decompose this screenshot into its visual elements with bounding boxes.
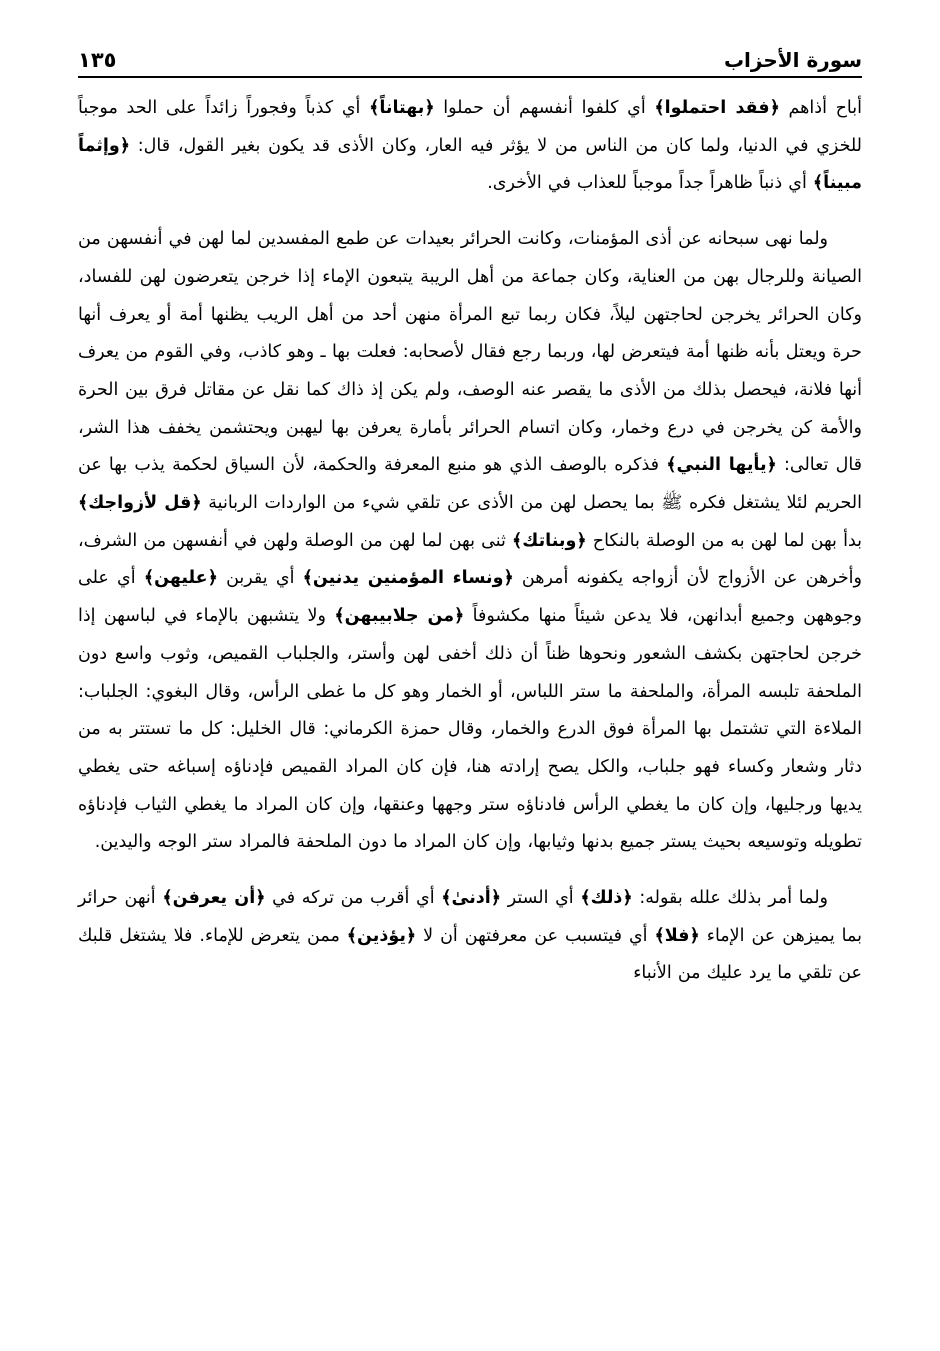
text-run: ثنى بهن لما لهن من الوصلة ولهن في أنفسهن من الشرف، وأخرهن عن الأزواج لأن أزواجه يكفونه أمرهن (78, 530, 862, 589)
quran-quote: ﴿قل لأزواجك﴾ (78, 493, 202, 514)
text-run: أنهن حرائر بما يميزهن عن الإماء (78, 888, 862, 946)
quran-quote: ﴿أن يعرفن﴾ (162, 888, 266, 909)
surah-title: سورة الأحزاب (723, 48, 862, 72)
text-run: ممن يتعرض للإماء. فلا يشتغل قلبك عن تلقي ما يرد عليك من الأنباء (78, 925, 862, 984)
text-run: أي كذباً وفجوراً زائداً على الحد موجباً للخزي في الدنيا، ولما كان من الناس من لا يؤثر فيه العار، وكان الأذى قد يكون بغير القول، قال: (78, 98, 862, 156)
quran-quote: ﴿يأيها النبي﴾ (666, 455, 777, 476)
quran-quote: ﴿يؤذين﴾ (346, 925, 417, 946)
quran-quote: ﴿فلا﴾ (654, 925, 700, 946)
quran-quote: ﴿فقد احتملوا﴾ (654, 98, 780, 118)
body-text (78, 90, 862, 993)
text-run: بدأ بهن لما لهن به من الوصلة بالنكاح (586, 530, 862, 551)
text-run: فذكره بالوصف الذي هو منبع المعرفة والحكمة، لأن السياق لحكمة يذب بها عن الحريم لئلا يشتغل فكره ﷺ بما يحصل لهن من الأذى عن تلقي شيء من الواردات الربانية (78, 455, 862, 514)
quran-quote: ﴿وبناتك﴾ (512, 530, 587, 551)
quran-quote: ﴿وإثماً مبيناً﴾ (78, 135, 862, 194)
text-run: أي ذنباً ظاهراً جداً موجباً للعذاب في الأخرى. (487, 173, 813, 194)
text-run: أي فيتسبب عن معرفتهن أن لا (416, 925, 655, 946)
paragraph (78, 880, 862, 993)
quran-quote: ﴿ونساء المؤمنين يدنين﴾ (302, 568, 514, 589)
paragraph (78, 90, 862, 203)
text-run: أي كلفوا أنفسهم أن حملوا (434, 98, 655, 118)
text-run: ولا يتشبهن بالإماء في لباسهن إذا خرجن لحاجتهن بكشف الشعور ونحوها ظناً أن ذلك أخفى لهن وأستر، والجلباب القميص، وثوب واسع دون الملحفة تلبسه المرأة، والملحفة ما ستر اللباس، أو الخمار وهو كل ما غطى الرأس، وقال البغوي: الجلباب: الملاءة التي تشتمل بها المرأة فوق الدرع والخمار، وقال حمزة الكرماني: قال الخليل: كل ما تستتر به من دثار وشعار وكساء فهو جلباب، والكل يصح إرادته هنا، فإن كان المراد القميص فإدناؤه إسباغه حتى يغطي يديها ورجليها، وإن كان ما يغطي الرأس فادناؤه ستر وجهها وعنقها، وإن كان المراد ما يغطي الثياب فإدناؤه تطويله وتوسيعه بحيث يستر جميع بدنها وثيابها، وإن كان المراد ما دون الملحفة فالمراد ستر الوجه واليدين. (78, 606, 862, 853)
page-number: ١٣٥ (78, 48, 117, 72)
running-header (78, 38, 862, 78)
book-page (78, 38, 862, 1328)
quran-quote: ﴿أدنىٰ﴾ (441, 888, 502, 909)
quran-quote: ﴿بهتاناً﴾ (369, 98, 435, 118)
text-run: ولما نهى سبحانه عن أذى المؤمنات، وكانت الحرائر بعيدات عن طمع المفسدين لما لهن في أنفسهن من الصيانة وللرجال بهن من العناية، وكان جماعة من أهل الريبة يتبعون الإماء إذا خرجن يتعرضون لهن للفساد، وكان الحرائر يخرجن لحاجتهن ليلاً، فكان ربما تبع المرأة منهن أحد من أهل الريب يظنها أمة أو يعرف أنها حرة ويعتل بأنه ظنها أمة فيتعرض لها، وربما رجع فقال لأصحابه: فعلت بها ـ وهو كاذب، وفي القوم من يعرف أنها فلانة، فيحصل بذلك من الأذى ما يقصر عنه الوصف، ولم يكن إذ ذاك كما نقل عن مقاتل فرق بين الحرة والأمة كن يخرجن في درع وخمار، وكان اتسام الحرائر بأمارة يعرفن بها ليهبن ويحتشمن يخفف هذا الشر، قال تعالى: (78, 229, 863, 476)
quran-quote: ﴿ذلك﴾ (580, 888, 633, 909)
text-run: أي الستر (501, 888, 581, 909)
quran-quote: ﴿من جلابيبهن﴾ (334, 606, 465, 627)
text-run: أي أقرب من تركه في (265, 888, 442, 909)
paragraph (78, 221, 862, 862)
text-run: ولما أمر بذلك علله بقوله: (632, 888, 829, 909)
text-run: أي على وجوههن وجميع أبدانهن، فلا يدعن شيئاً منها مكشوفاً (78, 568, 862, 627)
text-run: أباح أذاهم (779, 98, 862, 118)
text-run: أي يقربن (217, 568, 303, 589)
quran-quote: ﴿عليهن﴾ (143, 568, 218, 589)
